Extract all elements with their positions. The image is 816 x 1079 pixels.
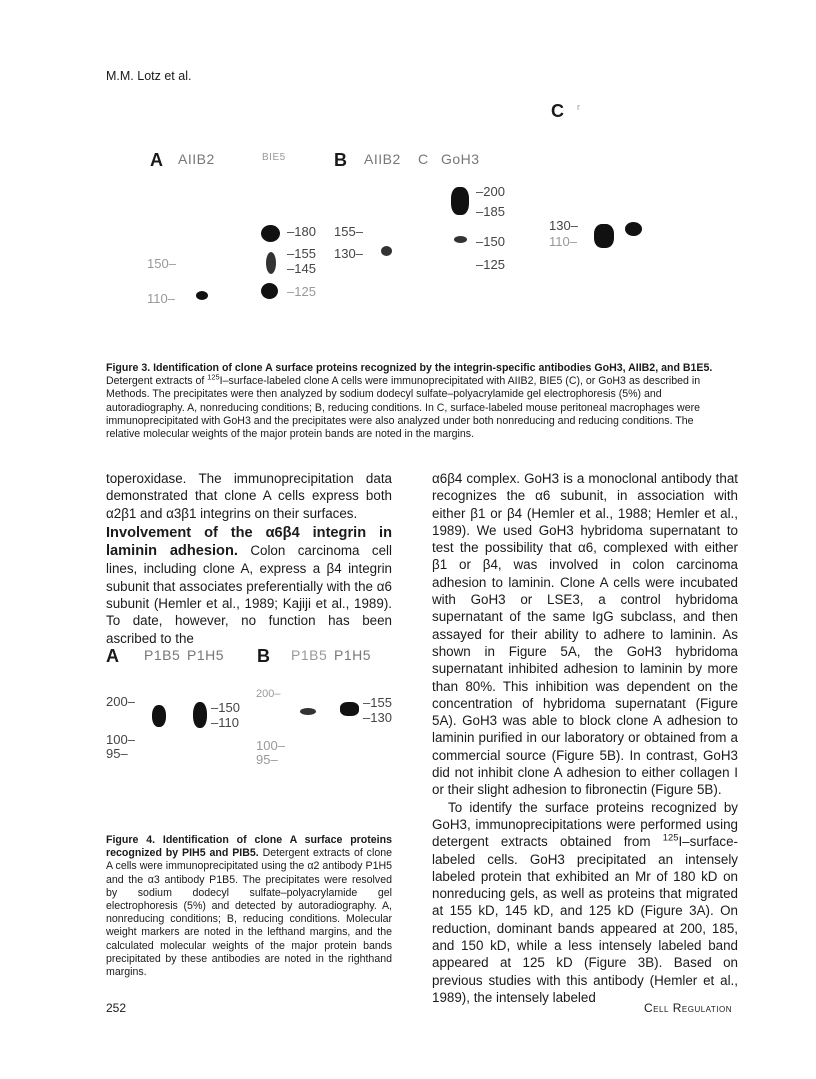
fig3-a-band-180: [261, 225, 280, 242]
fig4-a-marker-100: 100–: [106, 732, 135, 747]
fig3-c-band-2: [625, 222, 642, 236]
fig4-panel-b-lane-2: P1H5: [334, 647, 372, 663]
figure-3-caption-sup: 125: [207, 372, 220, 382]
right-para-2-text-b: I–surface-labeled cells. GoH3 precipitated an intensely labeled protein that exhibited an Mr of 180 kD on nonreducing gels, as well as proteins that migrated at 155 kD, 145 kD, and 125 kD (Figure 3A). On reduction, dominant bands appeared at 200, 185, and 150 kD, while a less intensely labeled band appeared at 125 kD (Figure 3B). Based on previous studies with this antibody (Hemler et al., 1989), the intensely labeled: [432, 834, 738, 1005]
fig3-a-marker-r-155: –155: [287, 246, 316, 261]
fig3-b-marker-r-200: –200: [476, 184, 505, 199]
fig3-a-band-1: [196, 291, 208, 300]
figure-4-caption-text: Detergent extracts of clone A cells were immunoprecipitated using the α2 antibody P1H5 and the α3 antibody P1B5. The precipitates were resolved by sodium dodecyl sulfate–polyacrylamide gel electrophoresis (5%) and detected by autoradiography. A, nonreducing conditions; B, reducing conditions. Molecular weight markers are noted in the lefthand margins, and the calculated molecular weights of the major protein bands precipitated by these antibodies are noted in the righthand margins.: [106, 847, 392, 979]
fig3-a-band-155: [266, 252, 276, 274]
journal-name: Cell Regulation: [644, 1001, 733, 1015]
fig4-b-marker-r-155: –155: [363, 695, 392, 710]
fig3-panel-b-lane-2: C: [418, 151, 429, 167]
fig4-panel-b-lane-1: P1B5: [291, 647, 328, 663]
fig4-b-marker-r-130: –130: [363, 710, 392, 725]
fig4-b-marker-95: 95–: [256, 752, 278, 767]
fig4-a-band-2: [193, 702, 207, 728]
fig3-a-marker-r-180: –180: [287, 224, 316, 239]
right-column: [432, 470, 738, 1006]
fig3-b-band-1: [381, 246, 392, 256]
right-para-2: [432, 799, 738, 1007]
fig4-b-band-1: [300, 708, 316, 715]
fig4-a-marker-95: 95–: [106, 746, 128, 761]
page-number: 252: [106, 1001, 127, 1015]
fig3-panel-b-label: B: [334, 150, 347, 170]
fig3-b-marker-r-125: –125: [476, 257, 505, 272]
fig3-panel-a-lane-2: BIE5: [262, 152, 286, 163]
figure-3: [0, 0, 816, 360]
figure-3-caption-text-2: I–surface-labeled clone A cells were immunoprecipitated with AIIB2, BIE5 (C), or GoH3 as described in Methods. The precipitates were then analyzed by sodium dodecyl sulfate–polyacrylamide gel electrophoresis (5%) and autoradiography. A, nonreducing conditions; B, reducing conditions. In C, surface-labeled mouse peritoneal macrophages were immunoprecipitated with GoH3 and the precipitates were also analyzed under both nonreducing and reducing conditions. The relative molecular weights of the major protein bands are noted in the margins.: [106, 375, 701, 441]
fig4-panel-b-label: B: [257, 646, 270, 666]
fig3-a-marker-r-145: –145: [287, 261, 316, 276]
fig3-b-marker-r-185: –185: [476, 204, 505, 219]
fig3-panel-c-lanes: r: [577, 102, 581, 112]
fig3-a-marker-r-125: –125: [287, 284, 316, 299]
fig3-panel-c-label: C: [551, 101, 564, 121]
fig3-c-marker-130: 130–: [549, 218, 578, 233]
fig3-panel-a-label: A: [150, 150, 163, 170]
fig3-panel-b-lane-1: AIIB2: [364, 151, 401, 167]
fig3-b-marker-130: 130–: [334, 246, 363, 261]
fig3-a-band-125: [261, 283, 278, 299]
figure-4-caption: [106, 834, 392, 979]
left-para-1: toperoxidase. The immunoprecipitation data demonstrated that clone A cells express both α2β1 and α3β1 integrins on their surfaces.: [106, 471, 392, 521]
fig4-a-marker-r-150: –150: [211, 700, 240, 715]
fig3-panel-a-lane-1: AIIB2: [178, 151, 215, 167]
fig4-a-band-1: [152, 705, 166, 727]
figure-4: [0, 640, 410, 820]
fig4-panel-a-lane-1: P1B5: [144, 647, 181, 663]
fig3-b-marker-r-150: –150: [476, 234, 505, 249]
fig3-b-marker-155: 155–: [334, 224, 363, 239]
fig3-b-band-200: [451, 187, 469, 215]
fig3-panel-b-lane-3: GoH3: [441, 151, 480, 167]
figure-4-caption-title: Figure 4. Identification of clone A surface proteins recognized by PIH5 and PIB5.: [106, 834, 392, 860]
figure-3-caption: [106, 362, 724, 441]
fig4-b-marker-200: 200–: [256, 688, 281, 700]
fig4-panel-a-lane-2: P1H5: [187, 647, 225, 663]
figure-3-caption-text-1: Detergent extracts of: [106, 375, 208, 388]
right-para-1: α6β4 complex. GoH3 is a monoclonal antibody that recognizes the α6 subunit, in association with either β1 or β4 (Hemler et al., 1988; Hemler et al., 1989). We used GoH3 hybridoma supernatant to test the possibility that α6, complexed with either β1 or β4, was involved in colon carcinoma adhesion to laminin. Clone A cells were incubated with GoH3 or LSE3, a control hybridoma supernatant of the same IgG subclass, and then assayed for their ability to adhere to laminin. As shown in Figure 5A, the GoH3 hybridoma supernatant inhibited adhesion to laminin by more than 80%. This inhibition was dependent on the concentration of hybridoma supernatant (Figure 5A). GoH3 was able to block clone A adhesion to laminin purified in our laboratory or obtained from a commercial source (Figure 5B). In contrast, GoH3 did not inhibit clone A adhesion to either collagen I or their slight adhesion to fibronectin (Figure 5B).: [432, 471, 738, 798]
fig4-a-marker-200: 200–: [106, 694, 135, 709]
left-column: [106, 470, 392, 647]
fig4-a-marker-r-110: –110: [211, 715, 239, 730]
figure-3-caption-title: Figure 3. Identification of clone A surface proteins recognized by the integrin-specific antibodies GoH3, AIIB2, and B1E5.: [106, 362, 713, 374]
right-para-2-sup: 125: [662, 832, 679, 843]
fig4-b-marker-100: 100–: [256, 738, 285, 753]
section-subheading: Involvement of the α6β4 integrin in laminin adhesion.: [106, 524, 392, 560]
running-header: M.M. Lotz et al.: [106, 69, 192, 83]
fig3-c-marker-110: 110–: [549, 234, 577, 249]
fig3-a-marker-150: 150–: [147, 256, 176, 271]
fig4-b-band-2: [340, 702, 359, 716]
left-para-2-text: Colon carcinoma cell lines, including clone A, express a β4 integrin subunit that associates preferentially with the α6 subunit (Hemler et al., 1989; Kajiji et al., 1989). To date, however, no function has been ascribed to the: [106, 543, 392, 646]
fig4-panel-a-label: A: [106, 646, 119, 666]
fig3-b-band-150: [454, 236, 467, 243]
fig3-c-band-1: [594, 224, 614, 248]
right-para-2-text-a: To identify the surface proteins recognized by GoH3, immunoprecipitations were performed using detergent extracts obtained from: [432, 799, 738, 850]
fig3-a-marker-110: 110–: [147, 291, 175, 306]
left-para-2: [106, 524, 392, 647]
